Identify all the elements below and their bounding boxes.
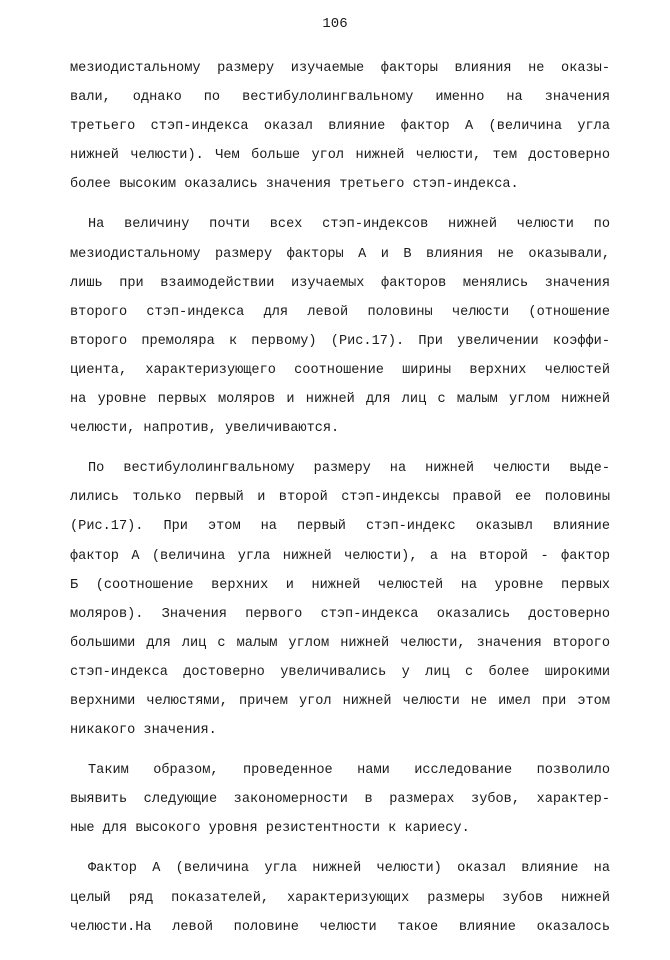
text-line: нижней челюсти). Чем больше угол нижней челюсти, тем достоверно <box>70 148 610 164</box>
text-line: верхними челюстями, причем угол нижней челюсти не имел при этом <box>70 693 610 709</box>
text-line: большими для лиц с малым углом нижней челюсти, значения второго <box>70 635 610 651</box>
paragraph-3 <box>70 454 610 745</box>
text-line: никакого значения. <box>70 723 217 739</box>
text-line: (Рис.17). При этом на первый стэп-индекс оказывл влияние <box>70 519 610 535</box>
text-line: На величину почти всех стэп-индексов нижней челюсти по <box>88 217 610 233</box>
text-line: стэп-индекса достоверно увеличивались у лиц с более широкими <box>70 664 610 680</box>
text-line: Таким образом, проведенное нами исследование позволило <box>88 763 610 779</box>
text-line: лишь при взаимодействии изучаемых факторов менялись значения <box>70 275 610 291</box>
text-line: мезиодистальному размеру факторы А и В влияния не оказывали, <box>70 246 610 262</box>
text-line: Б (соотношение верхних и нижней челюстей на уровне первых <box>70 577 610 593</box>
text-line: третьего стэп-индекса оказал влияние фактор А (величина угла <box>70 119 610 135</box>
text-line: моляров). Значения первого стэп-индекса оказались достоверно <box>70 606 610 622</box>
text-line: более высоким оказались значения третьего стэп-индекса. <box>70 177 519 193</box>
text-line: ные для высокого уровня резистентности к кариесу. <box>70 821 470 837</box>
text-line: челюсти, напротив, увеличиваются. <box>70 421 340 437</box>
paragraph-2 <box>70 210 610 443</box>
text-line: лились только первый и второй стэп-индексы правой ее половины <box>70 490 610 506</box>
text-line: фактор А (величина угла нижней челюсти), а на второй - фактор <box>70 548 610 564</box>
text-line: челюсти.На левой половине челюсти такое влияние оказалось <box>70 919 610 935</box>
text-line: выявить следующие закономерности в размерах зубов, характер- <box>70 792 610 808</box>
paragraph-4 <box>70 756 610 843</box>
text-line: на уровне первых моляров и нижней для лиц с малым углом нижней <box>70 392 610 408</box>
text-line: мезиодистальному размеру изучаемые факторы влияния не оказы- <box>70 61 610 76</box>
paragraph-5 <box>70 854 610 941</box>
text-line: Фактор А (величина угла нижней челюсти) оказал влияние на <box>88 861 610 877</box>
text-line: вали, однако по вестибулолингвальному именно на значения <box>70 90 610 106</box>
text-line: второго стэп-индекса для левой половины челюсти (отношение <box>70 304 610 320</box>
page-number: 106 <box>322 16 348 32</box>
text-line: целый ряд показателей, характеризующих размеры зубов нижней <box>70 890 610 906</box>
text-line: циента, характеризующего соотношение ширины верхних челюстей <box>70 362 610 378</box>
paragraph-1 <box>70 54 610 199</box>
text-line: По вестибулолингвальному размеру на нижней челюсти выде- <box>88 461 610 477</box>
body-text <box>70 54 610 942</box>
text-line: второго премоляра к первому) (Рис.17). При увеличении коэффи- <box>70 333 610 349</box>
